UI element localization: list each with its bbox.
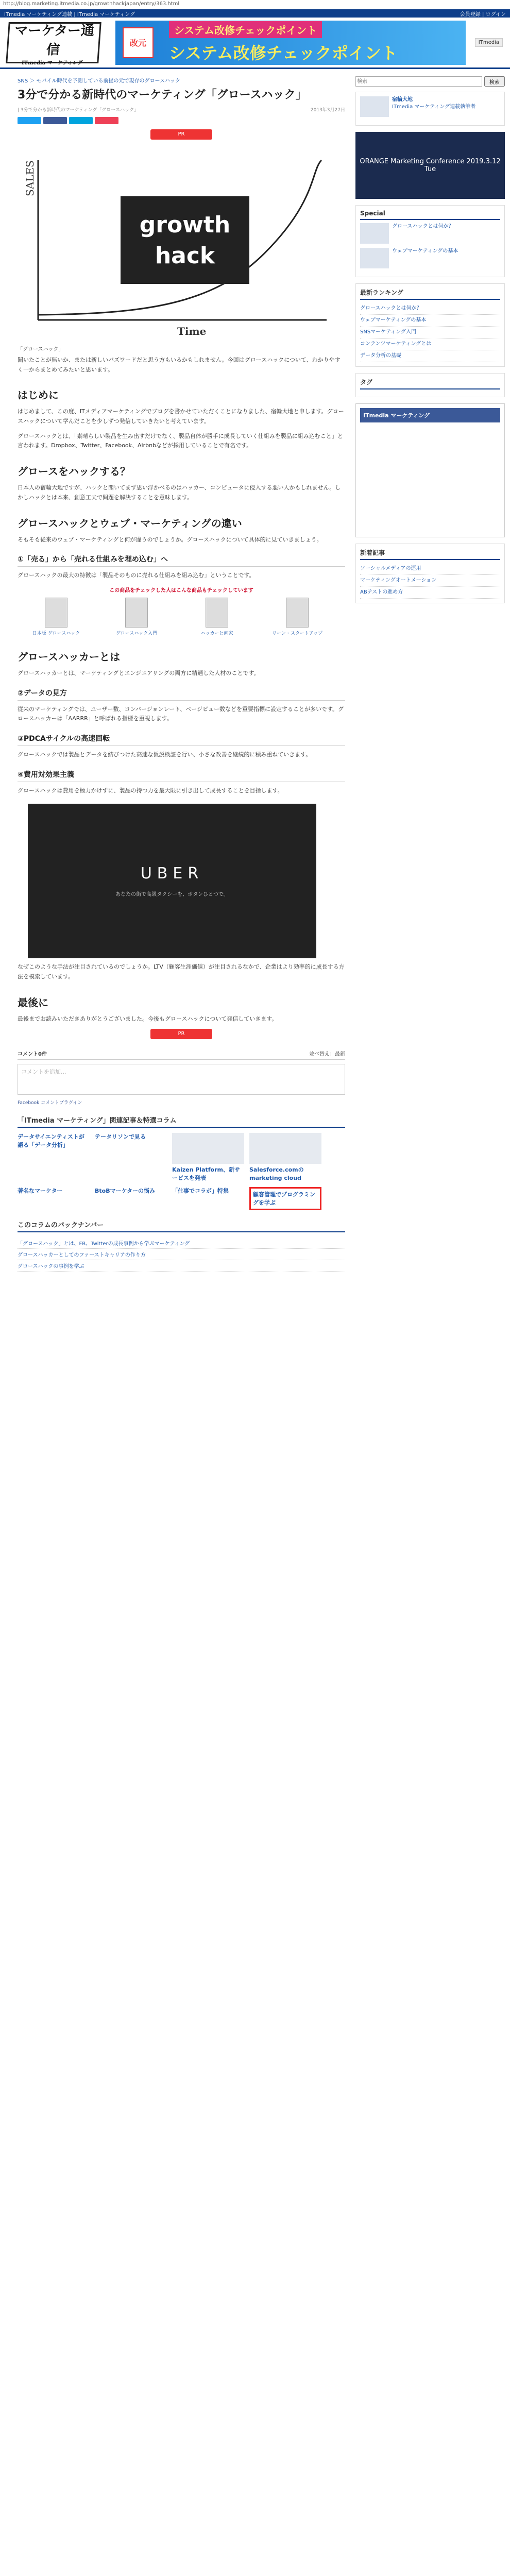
book-item[interactable]: [178, 598, 256, 636]
related-item-title: Kaizen Platform、新サービスを発表: [172, 1166, 240, 1181]
book-title: 日本版 グロースハック: [32, 631, 80, 636]
heading-last: 最後に: [18, 996, 48, 1009]
banner-badge: 改元: [123, 27, 154, 58]
hatena-button[interactable]: [69, 117, 93, 124]
heading-hajime: はじめに: [18, 389, 59, 402]
paragraph-hajime: はじめまして、この度、ITメディアマーケティングでブログを書かせていただくことになりました、宿輪大地と申します。グロースハックについて学んだことを少しずつ発信していきたいと考えています。: [18, 408, 344, 425]
books-caption: この商品をチェックした人はこんな商品もチェックしています: [109, 587, 253, 594]
logo-sub: ITmedia マーケティング: [21, 60, 83, 65]
backnumber-item[interactable]: 「グロースハック」とは、FB、Twitterの成長事例から学ぶマーケティング: [18, 1238, 345, 1249]
book-title: ハッカーと画家: [200, 631, 233, 636]
paragraph-sub4: グロースハックは費用を極力かけずに、製品の持つ力を最大限に引き出して成長することを目指します。: [18, 787, 283, 794]
author-name: 宿輪大地: [392, 97, 413, 103]
facebook-widget[interactable]: [355, 403, 505, 537]
related-item[interactable]: [95, 1133, 167, 1182]
backnumber-item[interactable]: グロースハックの事例を学ぶ: [18, 1260, 345, 1272]
sidebar-ranking: [355, 283, 505, 367]
url-bar[interactable]: http://blog.marketing.itmedia.co.jp/growthhackjapan/entry/363.html: [3, 1, 180, 7]
banner-line1: システム改修チェックポイント: [169, 21, 322, 38]
pocket-button[interactable]: [95, 117, 118, 124]
paragraph-last: 最後までお読みいただきありがとうございました。今後もグロースハックについて発信していきます。: [18, 1015, 278, 1022]
heading-sub4: ④費用対効果主義: [18, 769, 345, 782]
header-search: [475, 38, 503, 47]
newest-item[interactable]: ソーシャルメディアの運用: [360, 563, 500, 575]
book-cover: [286, 598, 309, 628]
related-item[interactable]: [18, 1187, 90, 1210]
hero-x-label: Time: [177, 325, 207, 337]
sidebar-tags: [355, 373, 505, 397]
top-bar-title[interactable]: ITmedia マーケティング連載 | ITmedia マーケティング: [4, 11, 135, 18]
book-title: リーン・スタートアップ: [272, 631, 322, 636]
uber-image: [28, 804, 316, 958]
hero-caption: 「グロースハック」: [18, 347, 64, 352]
special-thumb: [360, 248, 389, 268]
paragraph-sub2: 従来のマーケティングでは、ユーザー数、コンバージョンレート、ページビュー数などを重要指標に設定することが多いです。グロースハッカーは「AARRR」と呼ばれる指標を重視します。: [18, 705, 344, 722]
related-item[interactable]: [95, 1187, 167, 1210]
paragraph-sub3: グロースハックでは製品とデータを結びつけた高速な仮説検証を行い、小さな改善を継続的に積み重ねていきます。: [18, 751, 312, 758]
special-item-label: ウェブマーケティングの基本: [392, 248, 458, 254]
comment-input[interactable]: コメントを追加...: [18, 1064, 345, 1095]
site-logo[interactable]: [6, 22, 101, 63]
tweet-button[interactable]: [18, 117, 41, 124]
related-item-title: テータリソンで見る: [95, 1133, 146, 1141]
heading-sub1: ①「売る」から「売れる仕組みを埋め込む」へ: [18, 554, 345, 567]
paragraph-hacker: グロースハッカーとは、マーケティングとエンジニアリングの両方に精通した人材のことです。: [18, 669, 260, 676]
related-item-title: BtoBマーケターの悩み: [95, 1188, 156, 1195]
comments-count: コメント0件: [18, 1052, 47, 1058]
book-item[interactable]: [98, 598, 175, 636]
pr-button[interactable]: PR: [150, 129, 212, 140]
related-item[interactable]: [18, 1133, 90, 1182]
share-buttons: [18, 117, 345, 124]
backnumber-title: このコラムのバックナンバー: [18, 1219, 345, 1232]
hero-image: [18, 150, 337, 341]
special-thumb: [360, 223, 389, 244]
ranking-item[interactable]: ウェブマーケティングの基本: [360, 315, 500, 327]
paragraph-hajime-2: グロースハックとは、「素晴らしい製品を生み出すだけでなく、製品自体が勝手に成長していく仕組みを製品に組み込むこと」と言われます。Dropbox、Twitter、Facebook、Airbnbなどが採用していることで有名です。: [18, 432, 343, 449]
hero-word-line2: hack: [155, 243, 215, 269]
banner-line2: システム改修チェックポイント: [169, 43, 398, 63]
comments-sort[interactable]: 並べ替え：最新: [309, 1052, 345, 1058]
book-item[interactable]: [18, 598, 95, 636]
book-title: グロースハック入門: [115, 631, 158, 636]
ranking-item[interactable]: SNSマーケティング入門: [360, 327, 500, 338]
special-title: Special: [360, 210, 500, 220]
header-search-button[interactable]: ITmedia: [475, 38, 503, 47]
tags-title: タグ: [360, 378, 500, 389]
facebook-widget-title: ITmedia マーケティング: [360, 408, 500, 422]
sidebar-search-input[interactable]: [355, 76, 482, 87]
article-author-meta: | 3分で分かる新時代のマーケティング「グロースハック」: [18, 108, 139, 113]
book-list: [18, 598, 345, 636]
intro-paragraph: 聞いたことが無いか、または新しいバズワードだと思う方もいるかもしれません。今回はグロースハックについて、わかりやすく一からまとめてみたいと思います。: [18, 357, 341, 373]
related-item[interactable]: [172, 1187, 244, 1210]
breadcrumb[interactable]: SNS ＞ モバイル時代を予測している前提の元で現存のグロースハック: [18, 78, 181, 84]
newest-list: [360, 563, 500, 599]
paragraph-diff: そもそも従来のウェブ・マーケティングと何が違うのでしょうか。グロースハックについて具体的に見ていきましょう。: [18, 536, 322, 543]
special-item[interactable]: [360, 248, 500, 268]
backnumber-list: [18, 1238, 345, 1272]
paragraph-what: 日本人の宿輪大地ですが、ハックと聞いてまず思い浮かべるのはハッカー、コンピュータに侵入する悪い人かもしれません。しかしハックとは本来、創意工夫で問題を解決することを意味します。: [18, 484, 341, 501]
related-grid: [18, 1133, 345, 1210]
ranking-item[interactable]: コンテンツマーケティングとは: [360, 338, 500, 350]
newest-title: 新着記事: [360, 548, 500, 560]
top-bar: [0, 9, 510, 18]
special-item[interactable]: [360, 223, 500, 244]
hero-word-line1: growth: [139, 212, 231, 238]
heading-sub3: ③PDCAサイクルの高速回転: [18, 733, 345, 746]
related-thumb: [172, 1133, 244, 1164]
sidebar-search-button[interactable]: 検索: [484, 76, 505, 87]
related-item-title: 「仕事でコラボ」特集: [172, 1188, 229, 1195]
header-banner[interactable]: [115, 21, 466, 65]
related-title: 「ITmedia マーケティング」関連記事＆特選コラム: [18, 1115, 345, 1128]
book-cover: [45, 598, 67, 628]
heading-diff: グロースハックとウェブ・マーケティングの違い: [18, 517, 242, 530]
article-date: 2013年3月27日: [310, 108, 345, 113]
uber-word: UBER: [140, 865, 204, 883]
comments-section: [18, 1049, 345, 1106]
heading-hacker: グロースハッカーとは: [18, 650, 120, 663]
heading-what: グロースをハックする？: [18, 465, 130, 478]
logo-text: マーケター通信: [14, 23, 95, 57]
newest-item[interactable]: ABテストの進め方: [360, 587, 500, 599]
related-thumb: [249, 1133, 321, 1164]
ranking-title: 最新ランキング: [360, 288, 500, 300]
paragraph-after: なぜこのような手法が注目されているのでしょうか。LTV（顧客生涯価値）が注目されるなかで、企業はより効率的に成長する方法を模索しています。: [18, 963, 345, 980]
related-item-title: Salesforce.comのmarketing cloud: [249, 1166, 304, 1181]
uber-caption: あなたの街で高級タクシーを、ボタンひとつで。: [115, 892, 229, 898]
comments-plugin[interactable]: Facebook コメントプラグイン: [18, 1100, 82, 1106]
ranking-item[interactable]: データ分析の基礎: [360, 350, 500, 362]
heading-sub2: ②データの見方: [18, 688, 345, 701]
book-cover: [125, 598, 148, 628]
author-desc: ITmedia マーケティング連載執筆者: [392, 104, 476, 110]
related-item[interactable]: [249, 1133, 321, 1182]
sidebar-special: [355, 205, 505, 277]
author-card[interactable]: [360, 96, 500, 117]
sidebar: [355, 69, 505, 1272]
sidebar-search: [355, 76, 505, 87]
related-item[interactable]: [172, 1133, 244, 1182]
ranking-list: [360, 303, 500, 362]
related-item-title: 顧客管理でプログラミングを学ぶ: [253, 1191, 315, 1206]
related-item-title: 著名なマーケター: [18, 1188, 63, 1195]
sidebar-newest: [355, 544, 505, 603]
pr-button-bottom[interactable]: PR: [150, 1029, 212, 1039]
sidebar-promo[interactable]: ORANGE Marketing Conference 2019.3.12 Tue: [355, 132, 505, 199]
avatar: [360, 96, 389, 117]
hero-chart: [18, 150, 337, 341]
ranking-item[interactable]: グロースハックとは何か？: [360, 303, 500, 315]
hero-y-label: SALES: [24, 160, 36, 196]
book-cover: [206, 598, 228, 628]
article-title: 3分で分かる新時代のマーケティング「グロースハック」: [18, 89, 307, 101]
site-header: [0, 18, 510, 69]
newest-item[interactable]: マーケティングオートメーション: [360, 575, 500, 587]
sidebar-author: [355, 92, 505, 126]
paragraph-sub1: グロースハックの最大の特徴は「製品そのものに売れる仕組みを組み込む」ということです。: [18, 572, 255, 579]
facebook-share-button[interactable]: [43, 117, 67, 124]
book-item[interactable]: [259, 598, 336, 636]
related-item-title: データサイエンティストが語る「データ分析」: [18, 1133, 84, 1148]
backnumber-item[interactable]: グロースハッカーとしてのファーストキャリアの作り方: [18, 1249, 345, 1260]
main-area: [0, 69, 510, 1272]
article: [5, 69, 355, 1272]
related-item-highlighted[interactable]: [249, 1187, 321, 1210]
special-item-label: グロースハックとは何か？: [392, 224, 454, 229]
top-bar-login[interactable]: 会員登録 | ログイン: [460, 11, 506, 18]
article-meta: [18, 106, 345, 113]
